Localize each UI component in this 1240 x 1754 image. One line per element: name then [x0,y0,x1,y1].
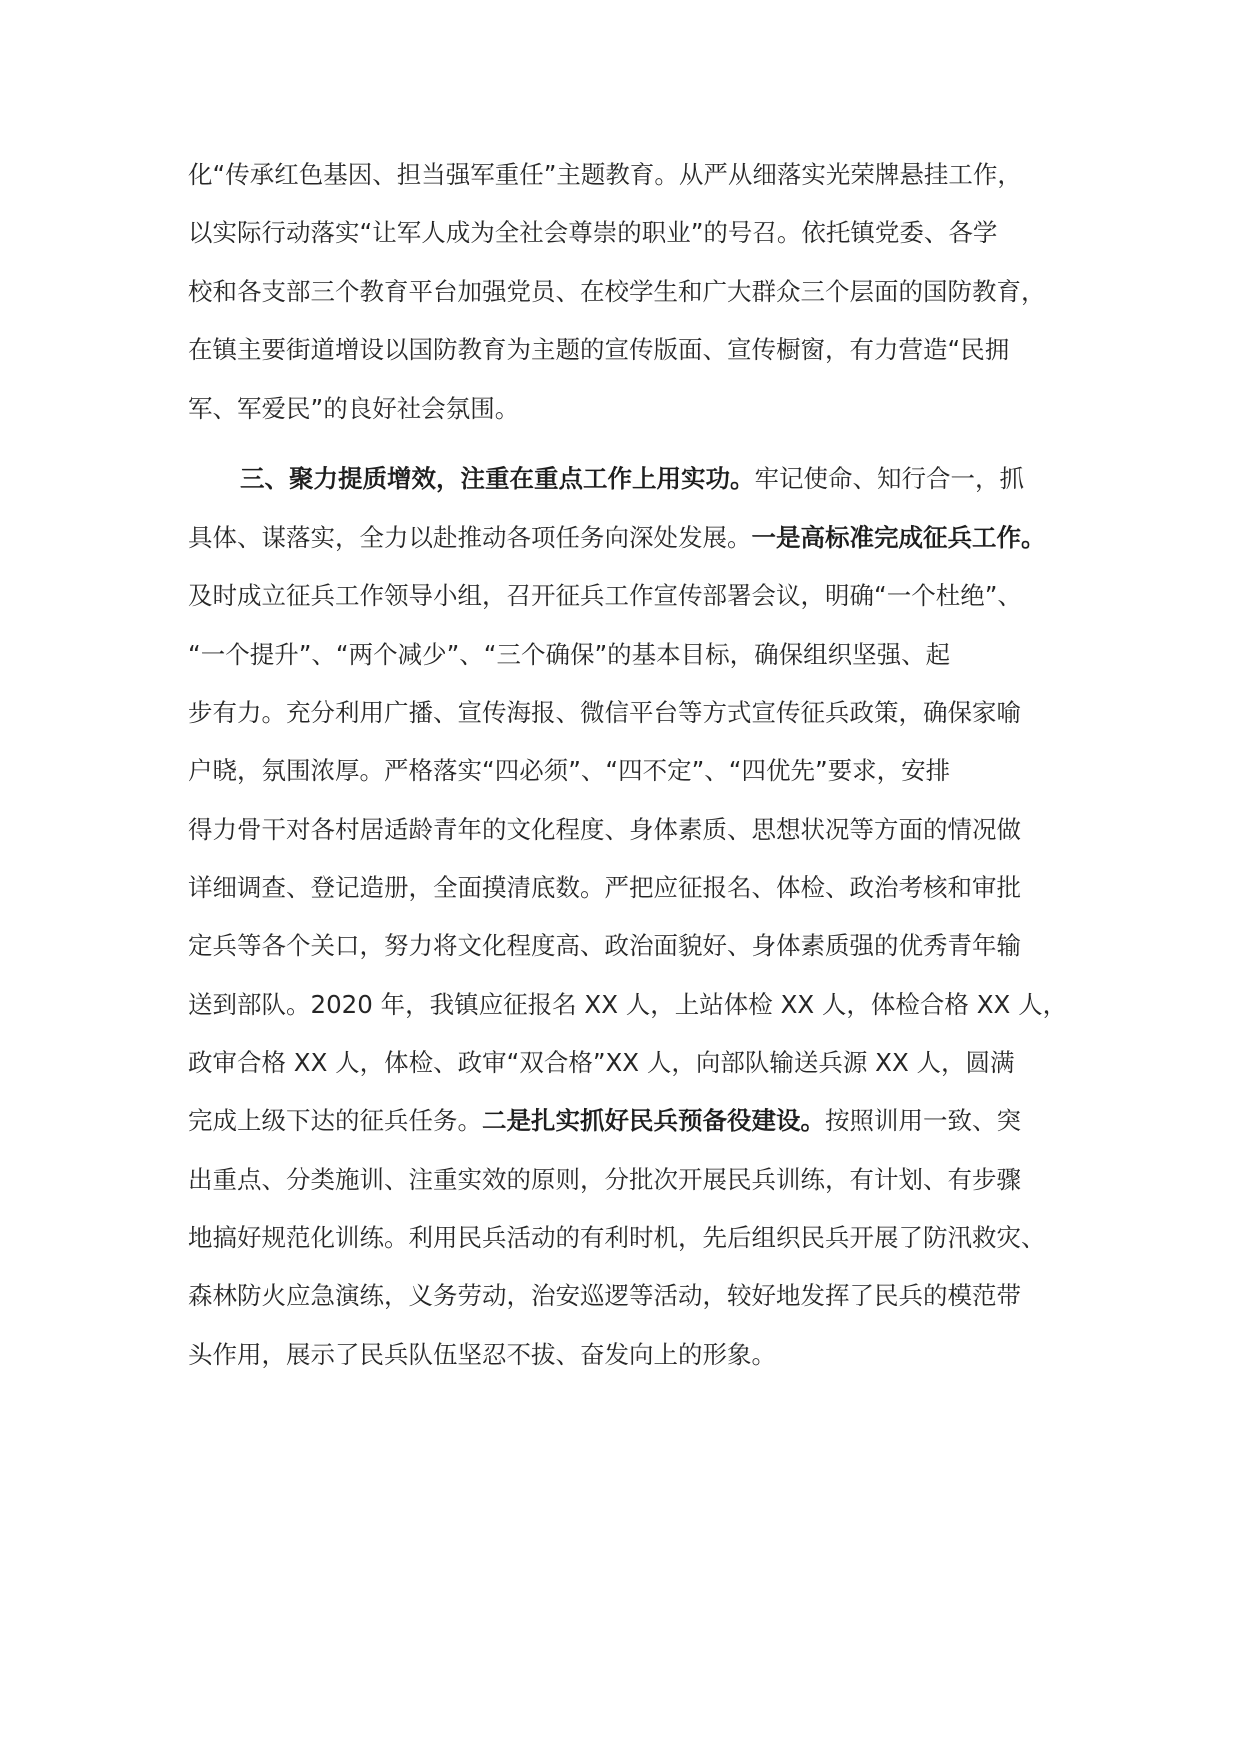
paragraph-2-line-9: 定兵等各个关口，努力将文化程度高、政治面貌好、身体素质强的优秀青年输 [188,931,1021,960]
paragraph-2-line-3: 及时成立征兵工作领导小组，召开征兵工作宣传部署会议，明确“一个杜绝”、 [188,581,1022,610]
paragraph-2-line-14: 地搞好规范化训练。利用民兵活动的有利时机，先后组织民兵开展了防汛救灾、 [188,1223,1046,1252]
paragraph-2-line-12-rest: 按照训用一致、突 [825,1106,1021,1135]
paragraph-2-line-12-text: 完成上级下达的征兵任务。 [188,1106,482,1135]
paragraph-1-line-4: 在镇主要街道增设以国防教育为主题的宣传版面、宣传橱窗，有力营造“民拥 [188,335,1010,364]
paragraph-2-line-5: 步有力。充分利用广播、宣传海报、微信平台等方式宣传征兵政策，确保家喻 [188,698,1021,727]
paragraph-2-line-1-text: 牢记使命、知行合一，抓 [754,464,1024,493]
paragraph-2-line-16: 头作用，展示了民兵队伍坚忍不拔、奋发向上的形象。 [188,1340,776,1369]
point-one-heading: 一是高标准完成征兵工作。 [751,523,1046,552]
point-two-heading: 二是扎实抓好民兵预备役建设。 [482,1106,825,1135]
paragraph-2-line-10: 送到部队。2020 年，我镇应征报名 XX 人，上站体检 XX 人，体检合格 XX 人， [188,990,1068,1019]
paragraph-2-line-2 [188,516,1088,560]
paragraph-2-line-13: 出重点、分类施训、注重实效的原则，分批次开展民兵训练，有计划、有步骤 [188,1165,1021,1194]
paragraph-2-line-15: 森林防火应急演练，义务劳动，治安巡逻等活动，较好地发挥了民兵的模范带 [188,1281,1021,1310]
paragraph-2-line-7: 得力骨干对各村居适龄青年的文化程度、身体素质、思想状况等方面的情况做 [188,815,1021,844]
paragraph-2-line-1 [240,457,1088,501]
paragraph-2-line-8: 详细调查、登记造册，全面摸清底数。严把应征报名、体检、政治考核和审批 [188,873,1021,902]
paragraph-2-line-12 [188,1099,1088,1143]
paragraph-1-line-1: 化“传承红色基因、担当强军重任”主题教育。从严从细落实光荣牌悬挂工作， [188,160,1022,189]
paragraph-2-line-11: 政审合格 XX 人，体检、政审“双合格”XX 人，向部队输送兵源 XX 人，圆满 [188,1048,1015,1077]
section-heading: 三、聚力提质增效，注重在重点工作上用实功。 [240,464,755,493]
paragraph-2-line-6: 户晓，氛围浓厚。严格落实“四必须”、“四不定”、“四优先”要求，安排 [188,756,951,785]
paragraph-1-line-2: 以实际行动落实“让军人成为全社会尊崇的职业”的号召。依托镇党委、各学 [188,218,998,247]
paragraph-1-line-3: 校和各支部三个教育平台加强党员、在校学生和广大群众三个层面的国防教育， [188,277,1046,306]
paragraph-2-line-4: “一个提升”、“两个减少”、“三个确保”的基本目标，确保组织坚强、起 [188,640,951,669]
paragraph-2-line-2-text: 具体、谋落实，全力以赴推动各项任务向深处发展。 [188,523,752,552]
paragraph-1-line-5: 军、军爱民”的良好社会氛围。 [188,394,520,423]
